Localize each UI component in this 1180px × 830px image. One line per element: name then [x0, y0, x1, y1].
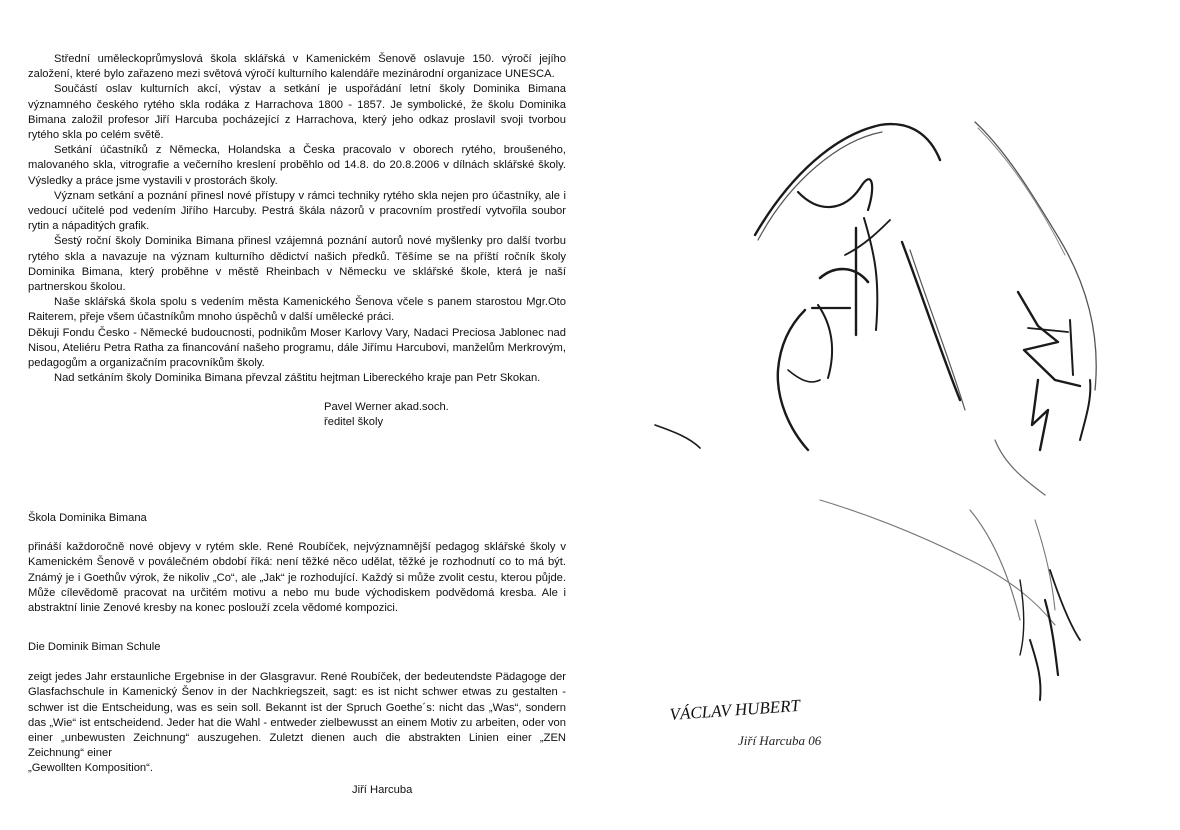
czech-section-body: přináší každoročně nové objevy v rytém skle. René Roubíček, nejvýznamnější pedagog sklářské školy v Kamenickém Šenově v poválečném období říká: není těžké něco udělat, těžké je rozhodnutí co to má být. Známý je i Goethův výrok, že nikoliv „Co“, ale „Jak“ je rozhodující. Každý si může zvolit cestu, kterou půjde. Může cílevědomě pracovat na určitém motivu a nebo mu bude východiskem podvědomá kresba. Ale i abstraktní linie Zenové kresby na konec poslouží zcela vědomé kompozici. [28, 541, 566, 615]
german-section-author: Jiří Harcuba [352, 784, 413, 796]
intro-paragraph-1: Střední uměleckoprůmyslová škola sklářská v Kamenickém Šenově oslavuje 150. výročí jejího založení, které bylo zařazeno mezi světová výročí kulturního kalendáře mezinárodní organizace UNESCA. [28, 53, 566, 81]
czech-intro [28, 52, 566, 430]
german-section-title: Die Dominik Biman Schule [28, 641, 161, 653]
intro-signature [324, 400, 566, 430]
czech-section-title: Škola Dominika Bimana [28, 512, 147, 524]
signature-role: ředitel školy [324, 416, 384, 429]
intro-closing: Nad setkáním školy Dominika Bimana převzal záštitu hejtman Libereckého kraje pan Petr Skokan. [54, 372, 541, 385]
intro-paragraph-4: Význam setkání a poznání přinesl nové přístupy v rámci techniky rytého skla nejen pro účastníky, ale i vedoucí učitelé pod vedením Jiřího Harcuby. Pestrá škála názorů v pracovním prostředí vytvořila soubor rytin a nápaditých grafik. [28, 189, 566, 233]
signature-name: Pavel Werner akad.soch. [324, 401, 449, 414]
german-section-body: zeigt jedes Jahr erstaunliche Ergebnise in der Glasgravur. René Roubíček, der bedeutendste Pädagoge der Glasfachschule in Kamenický Šenov in der Nachkriegszeit, sagt: es ist nicht schwer etwas zu gestalten - schwer ist die Entscheidung, was es sein soll. Bekannt ist der Spruch Goethe´s: nicht das „Was“, sondern das „Wie“ ist entscheidend. Jeder hat die Wahl - entweder zielbewusst an einem Motiv zu arbeiten, oder von einer „unbewusten Zeichnung“ auszugehen. Zuletzt dienen auch die abstrakten Linien einer „ZEN Zeichnung“ einer [28, 671, 566, 760]
sketch-signature: Jiří Harcuba 06 [738, 733, 822, 748]
sketch-caption: VÁCLAV HUBERT [668, 695, 801, 724]
intro-paragraph-5: Šestý roční školy Dominika Bimana přinesl vzájemná poznání autorů nové myšlenky pro další tvorbu rytého skla a navazuje na význam kulturního dědictví našich předků. Těšíme se na příští ročník školy Dominika Bimana, který proběhne v městě Rheinbach v Německu ve sklářské škole, která je naší partnerskou školou. [28, 235, 566, 294]
intro-paragraph-2: Součástí oslav kulturních akcí, výstav a setkání je uspořádání letní školy Dominika Bimana významného českého rytého skla rodáka z Harrachova 1800 - 1857. Je symbolické, že školu Dominika Bimana založil profesor Jiří Harcuba pocházející z Harrachova, který jeho odkaz proslavil svoji tvorbou rytého skla po celém světě. [28, 83, 566, 142]
german-section [28, 640, 566, 777]
portrait-sketch [640, 80, 1120, 770]
intro-paragraph-3: Setkání účastníků z Německa, Holandska a Česka pracovalo v oborech rytého, broušeného, malovaného skla, vitrografie a večerního kreslení proběhlo od 14.8. do 20.8.2006 v dílnách sklářské školy. Výsledky a práce jsme vystavili v prostorách školy. [28, 144, 566, 187]
intro-thanks: Děkuji Fondu Česko - Německé budoucnosti, podnikům Moser Karlovy Vary, Nadaci Preciosa Jablonec nad Nisou, Ateliéru Petra Ratha za financování našeho programu, dále Jiřímu Harcubovi, manželům Merkrovým, pedagogům a organizačním pracovníkům školy. [28, 326, 566, 370]
german-section-body-end: „Gewollten Komposition“. [28, 762, 153, 775]
czech-section [28, 511, 566, 616]
intro-paragraph-6: Naše sklářská škola spolu s vedením města Kamenického Šenova včele s panem starostou Mgr.Oto Raiterem, přeje všem účastníkům mnoho úspěchů v další umělecké práci. [28, 296, 566, 324]
